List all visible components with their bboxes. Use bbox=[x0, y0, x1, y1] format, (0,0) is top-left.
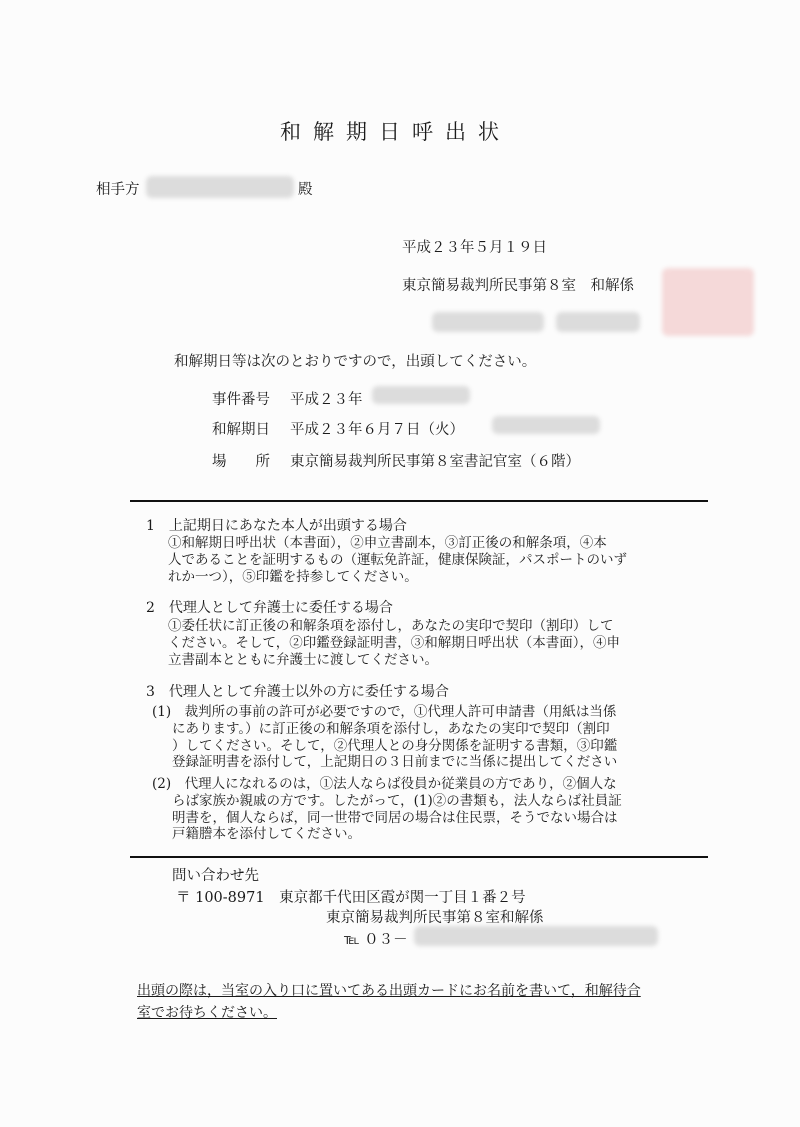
top-divider bbox=[130, 500, 708, 502]
location-value: 東京簡易裁判所民事第８室書記官室（６階） bbox=[290, 454, 580, 470]
redacted-name bbox=[146, 176, 294, 198]
section-1-line: れか一つ），⑤印鑑を持参してください。 bbox=[168, 568, 418, 585]
section-3-line: (2) 代理人になれるのは，①法人ならば役員か従業員の方であり，②個人な bbox=[152, 776, 617, 792]
section-3-line: (1) 裁判所の事前の許可が必要ですので，①代理人許可申請書（用紙は当係 bbox=[152, 704, 617, 720]
section-1-body bbox=[168, 535, 627, 585]
redacted-case-number bbox=[372, 386, 470, 404]
section-3-line: 戸籍謄本を添付してください。 bbox=[172, 826, 361, 843]
case-number-label: 事件番号 bbox=[212, 392, 270, 408]
section-3-line: にあります。）に訂正後の和解条項を添付し，あなたの実印で契印（割印 bbox=[172, 720, 610, 737]
hearing-date-value: 平成２３年６月７日（火） bbox=[290, 422, 464, 438]
section-2-body bbox=[168, 618, 620, 668]
section-1-heading: 1 上記期日にあなた本人が出頭する場合 bbox=[146, 518, 407, 534]
section-3-line: 登録証明書を添付して，上記期日の３日前までに当係に提出してください bbox=[172, 754, 618, 771]
section-2-line: 立書副本とともに弁護士に渡してください。 bbox=[168, 651, 438, 668]
contact-address: 〒 100-8971 東京都千代田区霞が関一丁目１番２号 bbox=[176, 890, 526, 906]
redacted-hearing-time bbox=[492, 416, 600, 434]
section-2-line: ください。そして，②印鑑登録証明書，③和解期日呼出状（本書面），④申 bbox=[168, 634, 620, 651]
issuer: 東京簡易裁判所民事第８室 和解係 bbox=[402, 278, 634, 294]
section-2-heading: 2 代理人として弁護士に委任する場合 bbox=[146, 600, 393, 616]
redacted-clerk-title bbox=[432, 312, 544, 332]
intro-text: 和解期日等は次のとおりですので，出頭してください。 bbox=[174, 354, 537, 370]
section-3-line: らば家族か親戚の方です。したがって，(1)②の書類も，法人ならば社員証 bbox=[172, 792, 622, 809]
section-3-para-2 bbox=[152, 776, 622, 843]
note-line: 室でお待ちください。 bbox=[137, 1005, 277, 1021]
document-title: 和解期日呼出状 bbox=[280, 120, 511, 144]
redacted-seal bbox=[662, 268, 754, 336]
section-2-line: ①委任状に訂正後の和解条項を添付し，あなたの実印で契印（割印）して bbox=[168, 618, 614, 634]
contact-office: 東京簡易裁判所民事第８室和解係 bbox=[326, 910, 544, 926]
bottom-divider bbox=[130, 856, 708, 858]
redacted-phone-number bbox=[414, 926, 658, 946]
issue-date: 平成２３年５月１９日 bbox=[402, 240, 547, 256]
contact-heading: 問い合わせ先 bbox=[172, 868, 259, 884]
case-number-value: 平成２３年 bbox=[290, 392, 363, 408]
addressee-suffix: 殿 bbox=[298, 182, 313, 198]
addressee-prefix: 相手方 bbox=[96, 182, 140, 198]
location-label: 場 所 bbox=[212, 454, 270, 470]
redacted-clerk-name bbox=[556, 312, 640, 332]
note-line: 出頭の際は，当室の入り口に置いてある出頭カードにお名前を書いて，和解待合 bbox=[137, 983, 641, 999]
contact-phone: ℡ ０３－ bbox=[344, 932, 408, 948]
attendance-note bbox=[137, 980, 641, 1024]
section-1-line: ①和解期日呼出状（本書面），②申立書副本，③訂正後の和解条項，④本 bbox=[168, 535, 607, 551]
section-3-para-1 bbox=[152, 704, 617, 771]
section-3-line: 明書を，個人ならば，同一世帯で同居の場合は住民票，そうでない場合は bbox=[172, 809, 618, 826]
hearing-date-label: 和解期日 bbox=[212, 422, 270, 438]
section-3-line: ）してください。そして，②代理人との身分関係を証明する書類，③印鑑 bbox=[172, 737, 618, 754]
section-1-line: 人であることを証明するもの（運転免許証，健康保険証，パスポートのいず bbox=[168, 551, 627, 568]
section-3-heading: 3 代理人として弁護士以外の方に委任する場合 bbox=[146, 684, 449, 700]
